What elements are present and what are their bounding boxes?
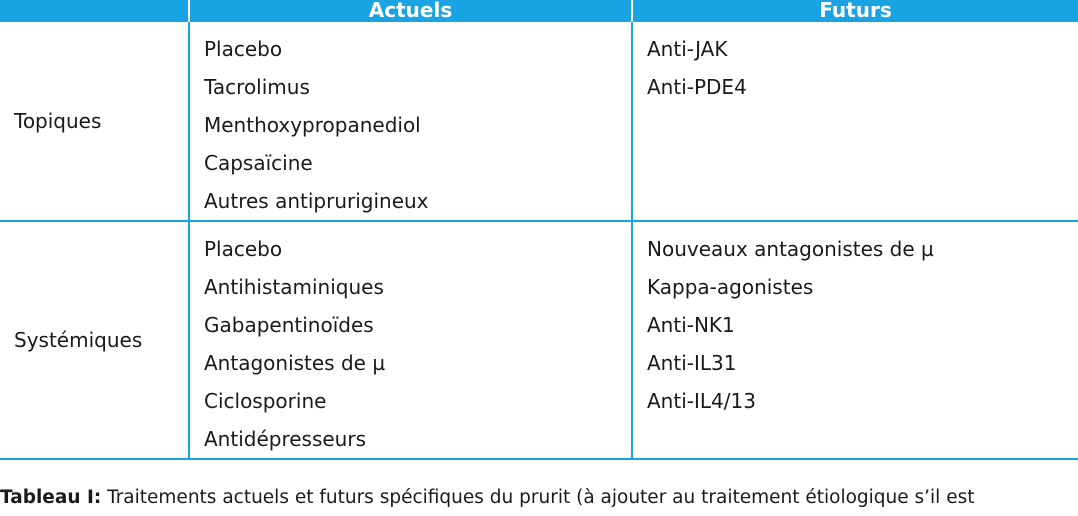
header-empty xyxy=(0,0,189,21)
list-item: Anti-NK1 xyxy=(647,313,735,337)
table-header-row xyxy=(0,0,1078,21)
list-item: Placebo xyxy=(204,37,283,61)
list-item: Gabapentinoïdes xyxy=(204,313,374,337)
list-item: Placebo xyxy=(204,237,283,261)
list-item: Menthoxypropanediol xyxy=(204,113,421,137)
list-item: Kappa-agonistes xyxy=(647,275,814,299)
table-caption xyxy=(0,486,1078,510)
list-item: Anti-PDE4 xyxy=(647,75,747,99)
actuels-cell xyxy=(189,21,632,221)
row-label: Systémiques xyxy=(0,221,189,459)
list-item: Antihistaminiques xyxy=(204,275,384,299)
table-row-systemiques xyxy=(0,221,1078,459)
list-item: Autres antiprurigineux xyxy=(204,189,429,213)
list-item: Anti-IL31 xyxy=(647,351,737,375)
header-actuels: Actuels xyxy=(189,0,632,21)
table-row-topiques xyxy=(0,21,1078,221)
caption-label: Tableau I: xyxy=(0,487,102,508)
list-item: Antagonistes de µ xyxy=(204,351,386,375)
actuels-cell xyxy=(189,221,632,459)
list-item: Ciclosporine xyxy=(204,389,327,413)
row-label: Topiques xyxy=(0,21,189,221)
futurs-cell xyxy=(632,221,1078,459)
header-futurs: Futurs xyxy=(632,0,1078,21)
list-item: Anti-IL4/13 xyxy=(647,389,756,413)
list-item: Antidépresseurs xyxy=(204,427,367,451)
caption-text: Traitements actuels et futurs spécifiques du prurit (à ajouter au traitement étiologique s’il est xyxy=(101,487,975,508)
list-item: Anti-JAK xyxy=(647,37,728,61)
futurs-cell xyxy=(632,21,1078,221)
list-item: Tacrolimus xyxy=(204,75,310,99)
list-item: Capsaïcine xyxy=(204,151,313,175)
list-item: Nouveaux antagonistes de µ xyxy=(647,237,934,261)
